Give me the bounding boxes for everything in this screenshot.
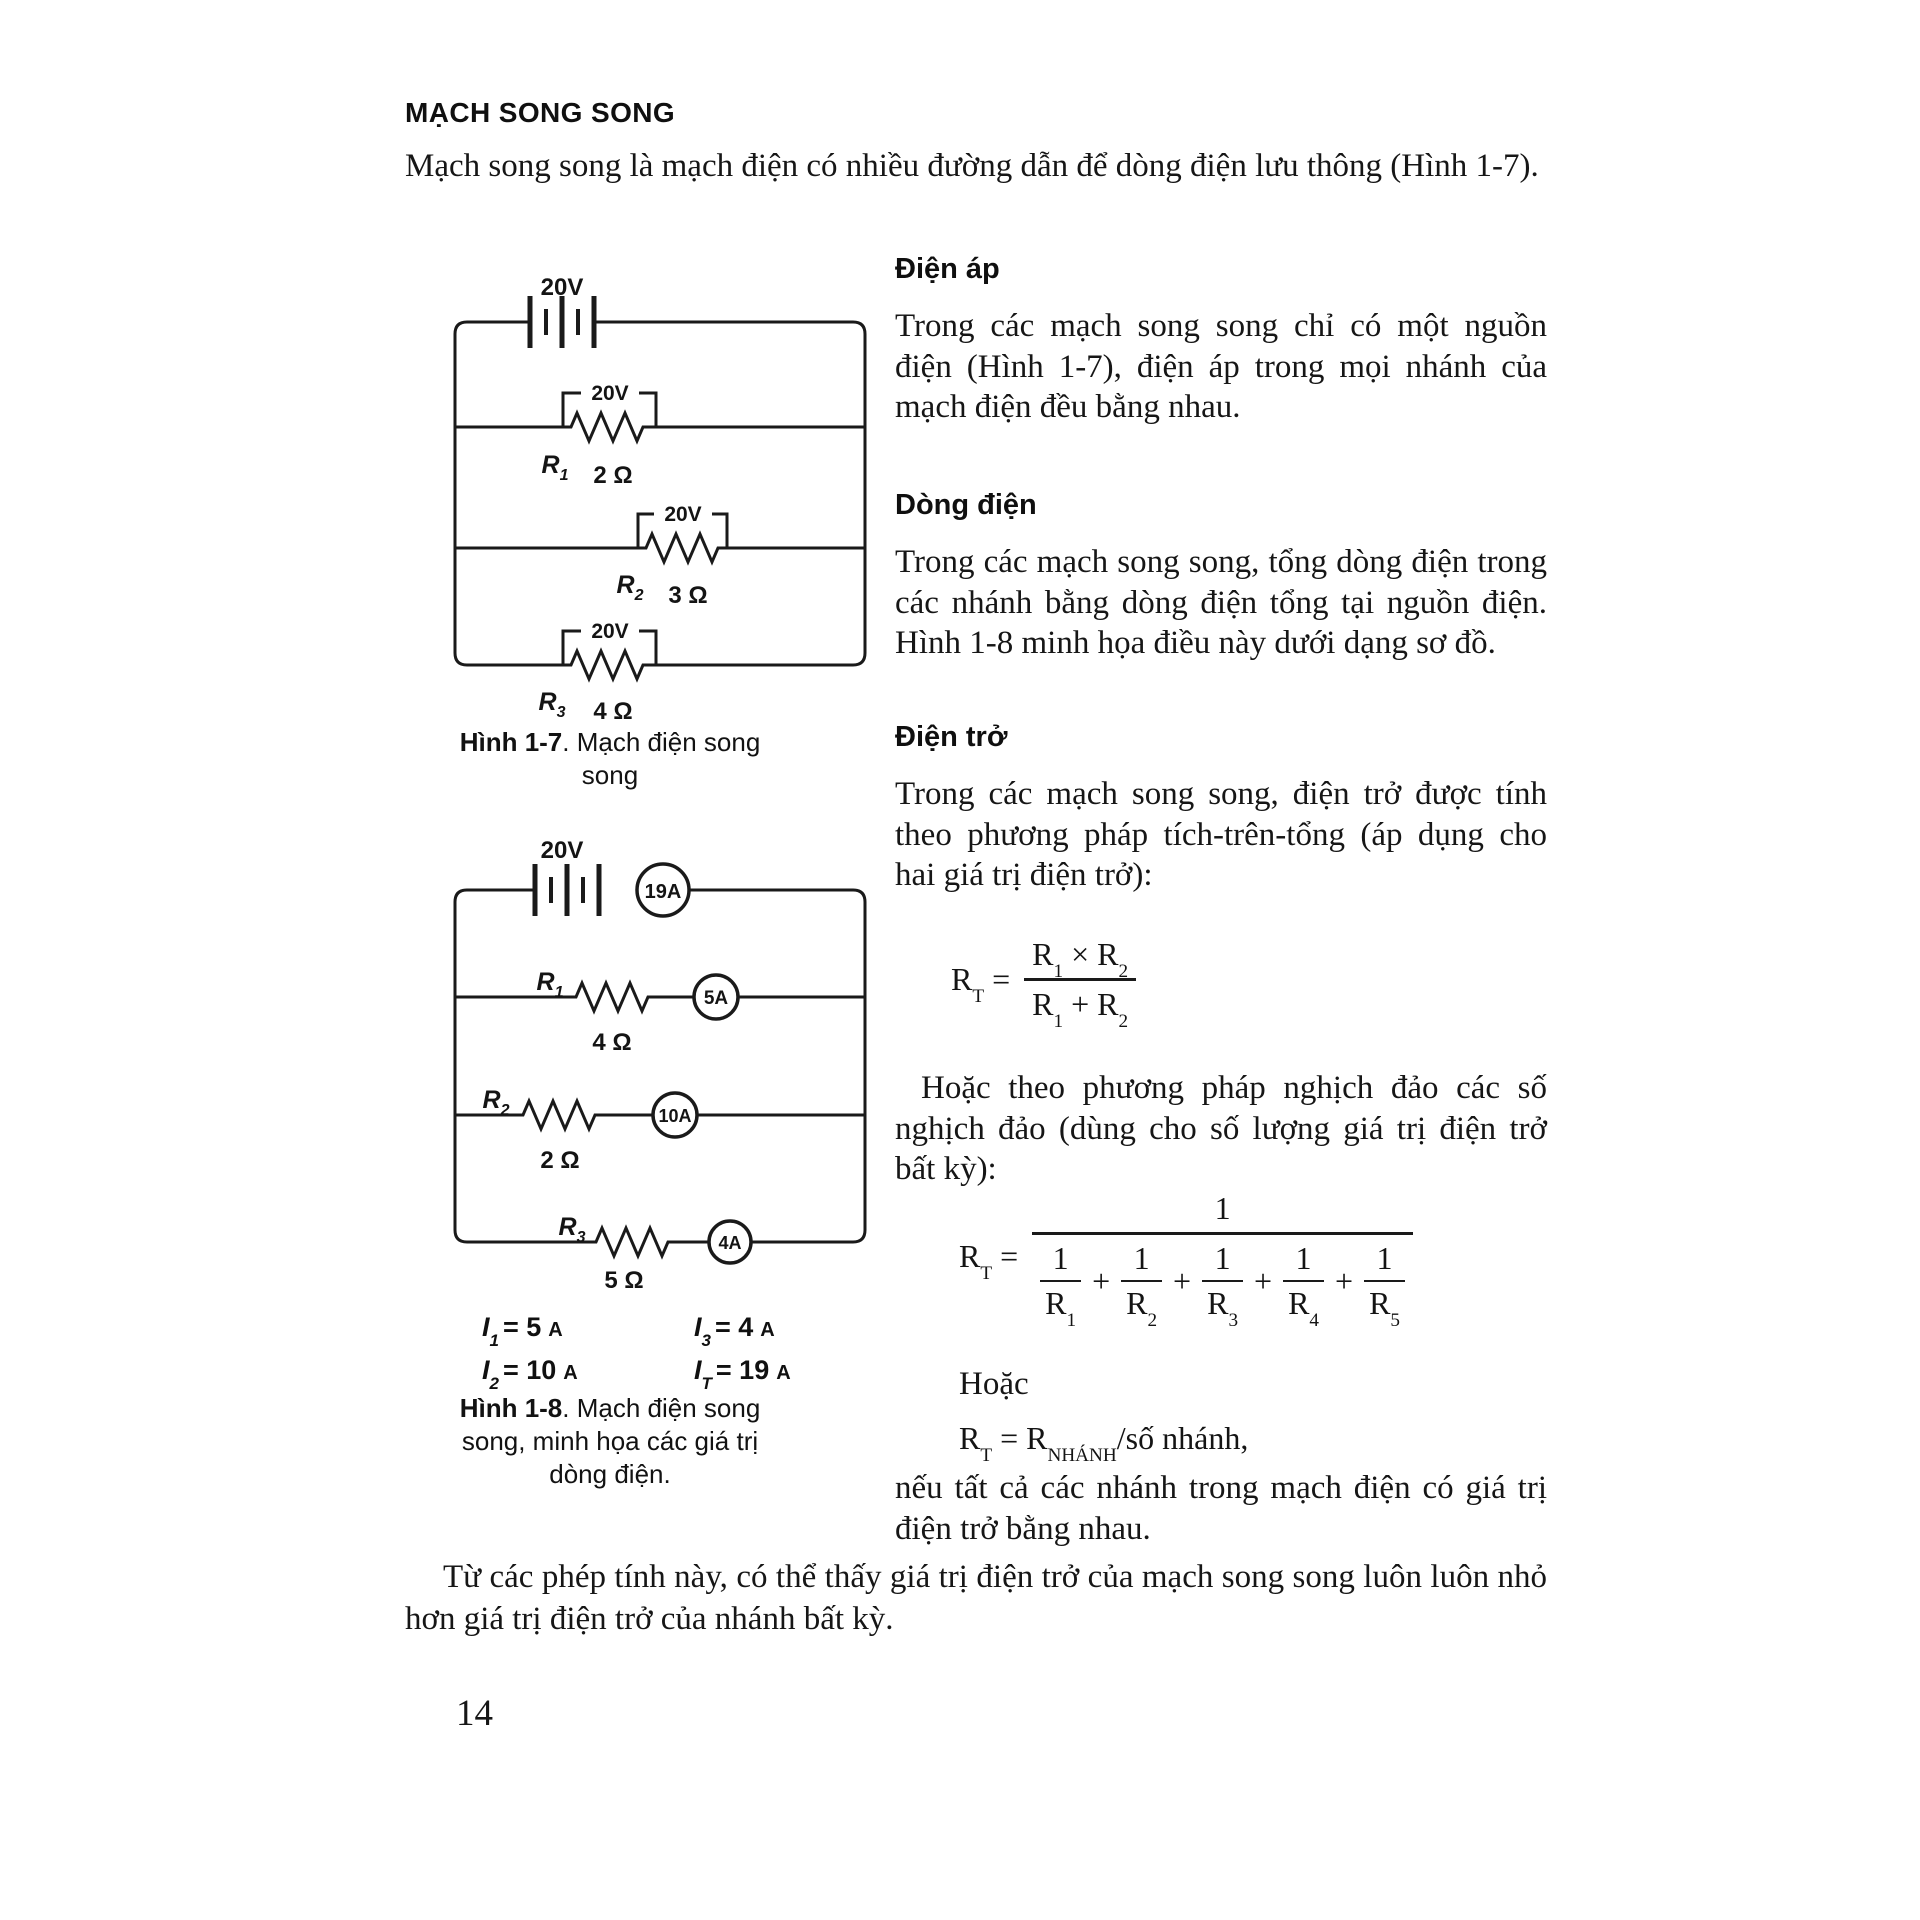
figure-1-8-current-values: [482, 1310, 802, 1393]
formula-branch-divide: [895, 1420, 1547, 1467]
branch-voltage-label-r1: 20V: [591, 382, 629, 405]
formula-lhs: $R_T$ =: [951, 961, 1011, 1008]
plus-sign: +: [1092, 1262, 1111, 1299]
fraction: $\frac{R_1 \times R_2}{R_1 + R_2}$: [1024, 936, 1136, 1023]
branch-voltage-label-r3: 20V: [591, 620, 629, 643]
page-number: 14: [456, 1693, 493, 1734]
fraction-term-2: $\frac{1}{R_2}$: [1121, 1240, 1162, 1322]
formula-expression: $R_T$ = $R_{NHÁNH}/số$ nhánh,: [959, 1420, 1249, 1467]
resistor-ref-label-r1: $R_1$: [536, 968, 564, 1001]
figure-1-8-parallel-circuit-diagram: [450, 810, 870, 1310]
current-reading-it: $I_T = 19$ A: [694, 1355, 791, 1393]
resistor-ref-label-r2: $R_2$: [616, 571, 644, 604]
ammeter-r1-reading: 5A: [703, 988, 729, 1009]
resistor-ref-label-r3: $R_3$: [538, 688, 566, 721]
circuit-right-outline-wire: [689, 890, 865, 1242]
circuit-left-outline-wire: [455, 890, 709, 1256]
resistor-value-label-r1: 4 Ω: [592, 1029, 632, 1056]
resistor-r2-branch-wire: [455, 534, 865, 562]
resistor-ref-label-r3: $R_3$: [558, 1213, 586, 1246]
fraction-bar: [1032, 1232, 1413, 1235]
closing-paragraph: Từ các phép tính này, có thể thấy giá trị điện trở của mạch song song luôn luôn nhỏ hơn giá trị điện trở của nhánh bất kỳ.: [405, 1559, 1547, 1637]
ammeter-r3-reading: 4A: [718, 1233, 742, 1253]
figure-1-7-parallel-circuit-diagram: [450, 255, 870, 725]
resistor-value-label-r1: 2 Ω: [593, 462, 633, 489]
equal-branches-note: nếu tất cả các nhánh trong mạch điện có giá trị điện trở bằng nhau.: [895, 1470, 1547, 1547]
resistor-value-label-r2: 3 Ω: [668, 582, 708, 609]
resistor-r1-branch-wire: [455, 983, 694, 1011]
formula-lhs: $R_T$ =: [959, 1237, 1019, 1284]
fraction-term-5: $\frac{1}{R_5}$: [1364, 1240, 1405, 1322]
current-reading-i1: $I_1 = 5$ A: [482, 1312, 563, 1350]
resistor-value-label-r2: 2 Ω: [540, 1147, 580, 1174]
resistor-value-label-r3: 4 Ω: [593, 698, 633, 725]
circuit-outline-wire: [455, 322, 865, 679]
figure-1-8-caption-text: . Mạch điện song song, minh họa các giá trị dòng điện.: [461, 1393, 761, 1489]
section-heading-resistance: Điện trở: [895, 721, 1008, 753]
figure-1-8-caption: [452, 1392, 768, 1491]
figure-1-7-caption: [458, 726, 762, 792]
battery-icon: [530, 296, 594, 348]
figure-1-7-caption-text: . Mạch điện song song: [562, 727, 761, 790]
battery-voltage-label: 20V: [540, 274, 584, 301]
battery-icon: [535, 864, 599, 916]
intro-paragraph: Mạch song song là mạch điện có nhiều đường dẫn để dòng điện lưu thông (Hình 1-7).: [405, 148, 1539, 184]
branch-voltage-label-r2: 20V: [664, 503, 702, 526]
formula-reciprocal-sum: [895, 1190, 1547, 1332]
page-title: MẠCH SONG SONG: [405, 97, 676, 128]
fraction-term-1: $\frac{1}{R_1}$: [1040, 1240, 1081, 1322]
resistor-ref-label-r2: $R_2$: [482, 1086, 510, 1119]
plus-sign: +: [1335, 1262, 1354, 1299]
ammeter-total-reading: 19A: [644, 881, 682, 903]
ammeter-r2-reading: 10A: [658, 1106, 692, 1126]
resistor-value-label-r3: 5 Ω: [604, 1267, 644, 1294]
voltage-paragraph: Trong các mạch song song chỉ có một nguồn điện (Hình 1-7), điện áp trong mọi nhánh của mạch điện đều bằng nhau.: [895, 308, 1547, 425]
resistor-r1-branch-wire: [455, 413, 865, 441]
alt-method-paragraph: Hoặc theo phương pháp nghịch đảo các số nghịch đảo (dùng cho số lượng giá trị điện trở bất kỳ):: [895, 1070, 1547, 1187]
fraction-term-4: $\frac{1}{R_4}$: [1283, 1240, 1324, 1322]
figure-1-8-caption-number: Hình 1-8: [459, 1393, 563, 1423]
resistor-ref-label-r1: $R_1$: [541, 451, 569, 484]
fraction: 1 $\frac{1}{R_1}$ + $\frac{1}{R_2}$ + $\frac{1}{R_3}$ + $\frac{1}{R_4}$ + $\frac{1}{R_5}$: [1032, 1190, 1413, 1322]
current-reading-i2: $I_2 = 10$ A: [482, 1355, 578, 1393]
or-word: Hoặc: [959, 1366, 1029, 1402]
formula-product-over-sum: [895, 936, 1547, 1033]
battery-voltage-label: 20V: [540, 837, 584, 864]
fraction-term-3: $\frac{1}{R_3}$: [1202, 1240, 1243, 1322]
section-heading-current: Dòng điện: [895, 489, 1037, 521]
current-reading-i3: $I_3 = 4$ A: [694, 1312, 775, 1350]
figure-1-7-caption-number: Hình 1-7: [459, 727, 563, 757]
plus-sign: +: [1173, 1262, 1192, 1299]
section-heading-voltage: Điện áp: [895, 253, 1000, 285]
plus-sign: +: [1254, 1262, 1273, 1299]
current-paragraph: Trong các mạch song song, tổng dòng điện trong các nhánh bằng dòng điện tổng tại nguồn điện. Hình 1-8 minh họa điều này dưới dạng sơ đồ.: [895, 544, 1547, 661]
resistance-paragraph: Trong các mạch song song, điện trở được tính theo phương pháp tích-trên-tổng (áp dụng cho hai giá trị điện trở):: [895, 776, 1547, 893]
